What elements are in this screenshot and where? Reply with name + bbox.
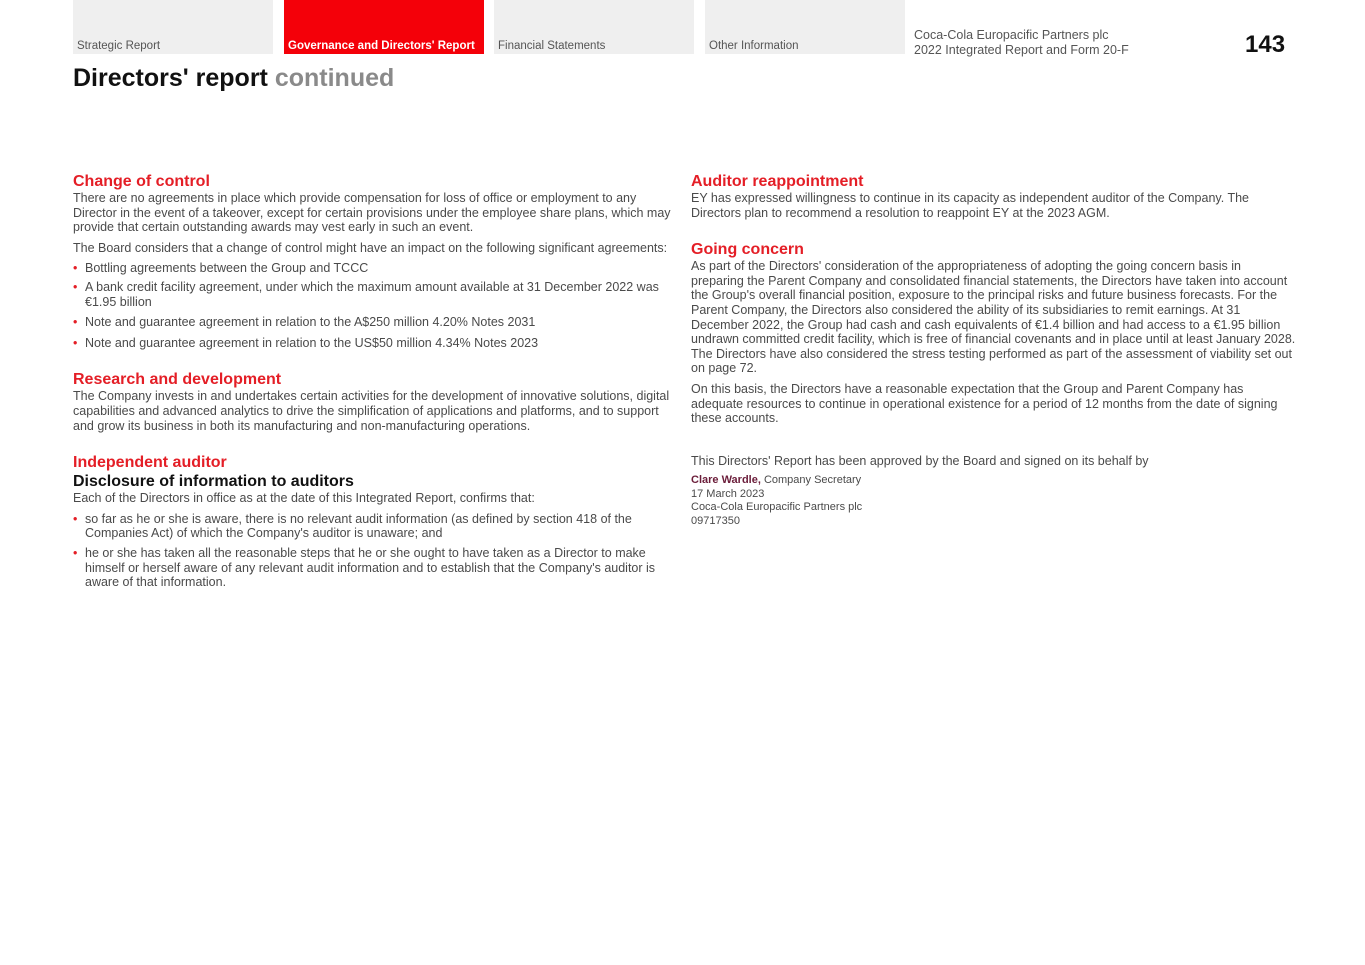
company-number: 09717350 [691,514,740,527]
tab-label: Financial Statements [498,40,606,52]
paragraph: Each of the Directors in office as at the date of this Integrated Report, confirms that: [73,491,535,506]
signature-company: Coca-Cola Europacific Partners plc [691,501,863,514]
signatory-role: Company Secretary [760,474,862,487]
paragraph: On this basis, the Directors have a reasonable expectation that the Group and Parent Company has adequate resources to continue in operational existence for a period of 12 months from the date of signing these accounts. [691,381,1278,426]
sub-heading: Disclosure of information to auditors [73,473,354,491]
paragraph: The Board considers that a change of control might have an impact on the following significant agreements: [73,240,668,255]
company-name: Coca-Cola Europacific Partners plc [914,28,1109,42]
page-number: 143 [1245,31,1286,58]
approval-statement: This Directors' Report has been approved by the Board and signed on its behalf by [691,453,1149,468]
independent-auditor-section [73,453,673,590]
auditor-reappointment-section [691,172,1296,220]
list-item: • Bottling agreements between the Group and TCCC [73,261,673,276]
paragraph: There are no agreements in place which provide compensation for loss of office or employment to any Director in the event of a takeover, except for certain provisions under the employee share plans, which may provide that certain outstanding awards may vest early in such an event. [73,191,671,235]
section-heading: Going concern [691,241,804,259]
signatory-name: Clare Wardle, [691,474,761,487]
report-name: 2022 Integrated Report and Form 20-F [914,43,1129,57]
section-heading: Change of control [73,173,210,190]
right-column [691,172,1296,528]
list-item: • Note and guarantee agreement in relation to the A$250 million 4.20% Notes 2031 [73,315,673,330]
report-identity [914,28,1129,58]
tab-financial-statements[interactable] [494,0,694,54]
tab-label: Governance and Directors' Report [288,40,475,52]
research-section [73,370,673,433]
section-heading: Research and development [73,371,282,389]
going-concern-section [691,240,1296,426]
left-column [73,172,673,590]
list-item: • he or she has taken all the reasonable steps that he or she ought to have taken as a Director to make himself or herself aware of any relevant audit information and to establish that the Company's auditor is aware of that information. [73,546,673,590]
section-heading: Independent auditor [73,454,227,472]
page-title-suffix: continued [274,64,395,92]
paragraph: As part of the Directors' consideration of the appropriateness of adopting the going concern basis in preparing the Parent Company and consolidated financial statements, the Directors have taken into account the Group's overall financial position, exposure to the principal risks and future business forecasts. For the Parent Company, the Directors also considered the ability of its subsidiaries to remit earnings. At 31 December 2022, the Group had cash and cash equivalents of €1.4 billion and had access to a €1.95 billion undrawn committed credit facility, which is free of financial covenants and in place until at least January 2028. The Directors have also considered the stress testing performed as part of the assessment of viability set out on page 72. [691,259,1296,376]
tab-label: Other Information [709,40,799,52]
page-title-main: Directors' report [73,64,268,92]
signature-date: 17 March 2023 [691,487,765,500]
list-item: • Note and guarantee agreement in relation to the US$50 million 4.34% Notes 2023 [73,336,673,351]
auditor-confirmations-list [73,512,673,590]
page-title [73,64,394,93]
tab-governance[interactable] [284,0,484,54]
section-heading: Auditor reappointment [691,173,864,190]
tab-strategic-report[interactable] [73,0,273,54]
agreements-list [73,261,673,350]
list-item: • A bank credit facility agreement, under which the maximum amount available at 31 December 2022 was €1.95 billion [73,280,673,309]
signature-block [691,474,1296,528]
paragraph: The Company invests in and undertakes certain activities for the development of innovative solutions, digital capabilities and advanced analytics to drive the simplification of applications and platforms, and to support and grow its business in both its manufacturing and non-manufacturing operations. [73,389,670,433]
change-of-control-section [73,172,673,350]
list-item: • so far as he or she is aware, there is no relevant audit information (as defined by section 418 of the Companies Act) of which the Company's auditor is unaware; and [73,512,673,541]
tab-label: Strategic Report [77,40,161,52]
tab-other-information[interactable] [705,0,905,54]
paragraph: EY has expressed willingness to continue in its capacity as independent auditor of the Company. The Directors plan to recommend a resolution to reappoint EY at the 2023 AGM. [691,191,1249,220]
